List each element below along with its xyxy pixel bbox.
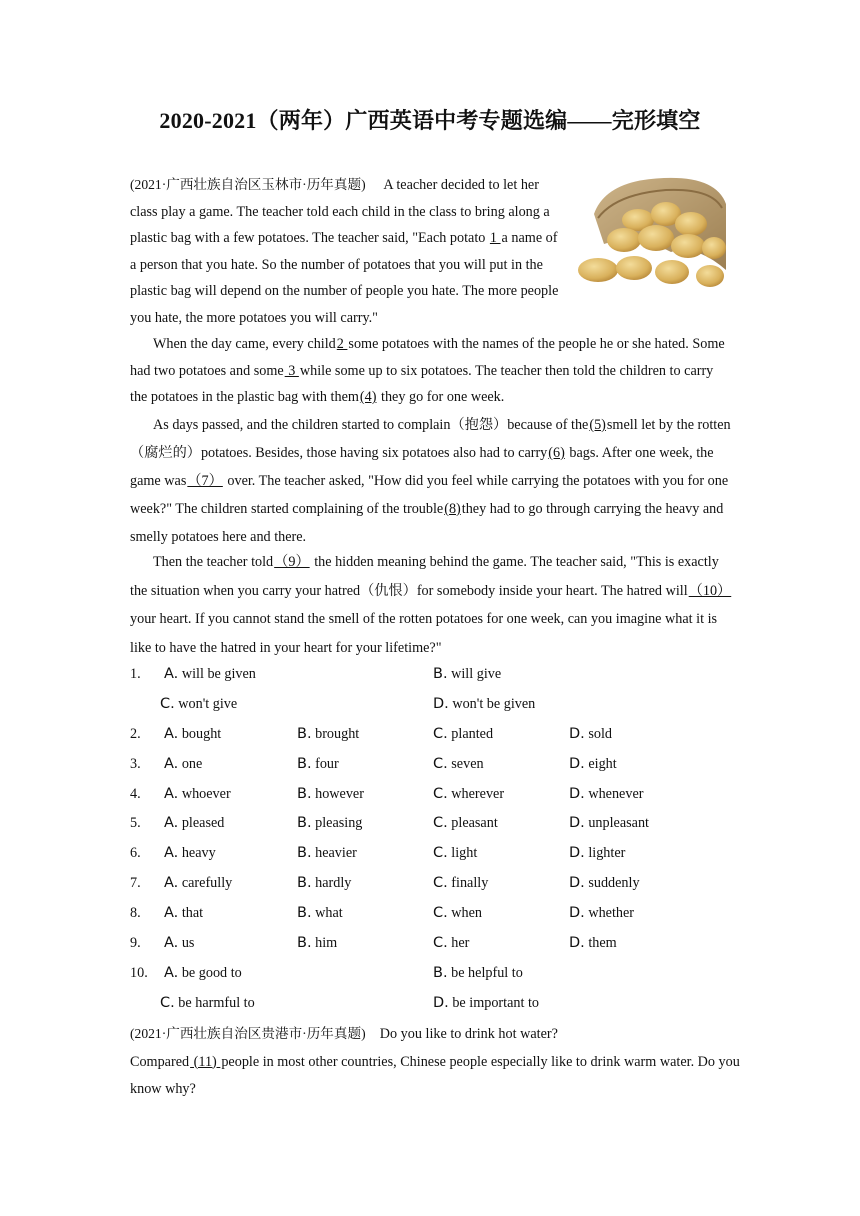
option-d[interactable] <box>569 726 612 743</box>
option-text: be harmful to <box>178 994 255 1011</box>
option-d[interactable] <box>569 845 625 862</box>
option-c[interactable] <box>433 845 477 862</box>
option-text: be helpful to <box>451 964 523 981</box>
option-letter: B. <box>297 905 312 922</box>
passage1-paragraph3 <box>130 411 733 551</box>
option-text: pleased <box>181 815 225 832</box>
blank-3[interactable]: 3 <box>284 362 299 379</box>
option-c[interactable] <box>433 726 493 743</box>
option-text: carefully <box>181 875 233 892</box>
option-text: when <box>451 905 483 922</box>
paragraph-text: people in most other countries, Chinese people especially like to drink warm water. Do you know why? <box>130 1053 740 1097</box>
passage1-paragraph2 <box>130 331 733 411</box>
option-text: four <box>315 755 339 772</box>
question-row <box>130 961 770 1021</box>
option-letter: D. <box>569 725 585 742</box>
question-number: 8. <box>130 905 141 922</box>
option-letter: C. <box>433 725 448 742</box>
paragraph-text: As days passed, and the children started to complain（抱怨）because of the <box>153 417 589 433</box>
option-a[interactable] <box>164 726 221 743</box>
option-c[interactable] <box>160 696 237 713</box>
option-a[interactable] <box>164 815 224 832</box>
question-row <box>130 662 770 722</box>
option-letter: A. <box>164 755 179 772</box>
option-text: bought <box>181 725 222 742</box>
question-number: 6. <box>130 845 141 862</box>
option-d[interactable] <box>569 935 617 952</box>
option-letter: B. <box>297 815 312 832</box>
option-text: suddenly <box>588 875 640 892</box>
option-b[interactable] <box>433 666 501 683</box>
paragraph-text: your heart. If you cannot stand the smell of the rotten potatoes for one week, can you imagine what it is like to have the hatred in your heart for your lifetime?" <box>130 611 718 656</box>
question-row <box>130 811 770 841</box>
option-b[interactable] <box>297 905 343 922</box>
option-letter: D. <box>569 875 585 892</box>
option-letter: A. <box>164 815 179 832</box>
option-letter: C. <box>433 905 448 922</box>
option-a[interactable] <box>164 845 216 862</box>
option-letter: D. <box>433 695 449 712</box>
question-number: 3. <box>130 755 141 772</box>
blank-1[interactable]: 1 <box>489 230 501 246</box>
blank-9[interactable]: （9） <box>274 554 310 570</box>
question-row <box>130 782 770 812</box>
option-a[interactable] <box>164 786 231 803</box>
paragraph-text: they go for one week. <box>381 389 505 405</box>
option-c[interactable] <box>433 786 504 803</box>
option-text: heavy <box>181 845 216 862</box>
source-label: (2021·广西壮族自治区贵港市·历年真题) <box>130 1026 366 1041</box>
paragraph-text: Compared <box>130 1053 190 1070</box>
option-text: pleasing <box>315 815 363 832</box>
option-text: unpleasant <box>588 815 649 832</box>
question-row <box>130 841 770 871</box>
paragraph-text: over. The teacher asked, "How did you feel while carrying the potatoes with you for one week?" The children started complaining of the trouble <box>130 473 729 517</box>
option-letter: B. <box>297 785 312 802</box>
paragraph-text: smell let by the rotten（腐烂的）potatoes. Besides, those having six potatoes also had to carry <box>130 417 731 461</box>
option-c[interactable] <box>433 905 482 922</box>
option-letter: C. <box>160 994 175 1011</box>
paragraph-text: some potatoes with the names of the people he or she hated. Some had two potatoes and some <box>130 336 725 379</box>
option-text: pleasant <box>451 815 498 832</box>
option-d[interactable] <box>569 905 634 922</box>
paragraph-text: Then the teacher told <box>153 554 274 570</box>
option-text: eight <box>588 755 617 772</box>
option-text: planted <box>451 725 494 742</box>
passage1-paragraph4 <box>130 548 733 662</box>
blank-11[interactable]: (11) <box>190 1053 221 1070</box>
option-letter: C. <box>433 785 448 802</box>
option-letter: A. <box>164 725 179 742</box>
option-a[interactable] <box>164 666 256 683</box>
option-b[interactable] <box>433 965 523 982</box>
option-b[interactable] <box>297 756 339 773</box>
blank-5[interactable]: (5) <box>589 417 606 433</box>
option-letter: C. <box>433 935 448 952</box>
option-letter: D. <box>569 845 585 862</box>
question-number: 1. <box>130 666 141 682</box>
option-letter: D. <box>433 994 449 1011</box>
option-text: him <box>315 935 338 952</box>
option-c[interactable] <box>433 935 469 952</box>
option-letter: A. <box>164 666 179 682</box>
question-row <box>130 752 770 782</box>
option-b[interactable] <box>297 875 351 892</box>
paragraph-text: the hidden meaning behind the game. The teacher said, "This is exactly the situation when you carry your hatred（仇恨）for somebody inside your heart. The hatred will <box>130 554 719 599</box>
question-row <box>130 871 770 901</box>
question-number: 9. <box>130 935 141 952</box>
option-text: us <box>181 935 195 952</box>
blank-6[interactable]: (6) <box>548 445 565 461</box>
option-text: be good to <box>181 964 242 981</box>
option-b[interactable] <box>297 845 357 862</box>
option-letter: A. <box>164 905 179 922</box>
blank-10[interactable]: （10） <box>688 582 732 599</box>
option-letter: A. <box>164 785 179 802</box>
option-letter: C. <box>433 875 448 892</box>
blank-8[interactable]: (8) <box>444 501 461 517</box>
option-text: hardly <box>315 875 352 892</box>
passage2-intro: Do you like to drink hot water? <box>379 1026 558 1042</box>
question-number: 2. <box>130 725 141 742</box>
option-text: won't give <box>178 695 238 712</box>
question-row <box>130 901 770 931</box>
option-text: won't be given <box>452 695 536 712</box>
option-letter: B. <box>297 845 312 862</box>
option-a[interactable] <box>164 756 202 773</box>
option-letter: D. <box>569 755 585 772</box>
option-c[interactable] <box>433 875 488 892</box>
option-d[interactable] <box>569 875 640 892</box>
option-text: light <box>451 845 478 862</box>
paragraph-text: bags. After one week, the game was <box>130 445 714 489</box>
question-row <box>130 722 770 752</box>
potato-sack-image <box>576 174 728 296</box>
option-text: what <box>315 905 343 922</box>
paragraph-text: while some up to six potatoes. The teacher then told the children to carry the potatoes in the plastic bag with them <box>130 362 714 405</box>
option-letter: B. <box>433 964 448 981</box>
option-letter: D. <box>569 935 585 952</box>
option-b[interactable] <box>297 815 362 832</box>
paragraph-text: A teacher decided to let her class play a game. The teacher told each child in the class to bring along a plastic bag with a few potatoes. The teacher said, "Each potato <box>130 177 550 246</box>
option-text: one <box>181 755 203 772</box>
option-b[interactable] <box>297 935 337 952</box>
option-letter: C. <box>160 695 175 712</box>
option-text: her <box>451 935 470 952</box>
option-c[interactable] <box>160 995 255 1012</box>
option-letter: C. <box>433 845 448 862</box>
option-text: sold <box>588 725 612 742</box>
question-row <box>130 931 770 961</box>
option-b[interactable] <box>297 786 364 803</box>
source-label: (2021·广西壮族自治区玉林市·历年真题) <box>130 177 366 192</box>
option-text: them <box>588 935 617 952</box>
blank-7[interactable]: （7） <box>187 473 223 489</box>
question-number: 5. <box>130 815 141 832</box>
option-d[interactable] <box>433 696 535 713</box>
option-d[interactable] <box>569 756 617 773</box>
passage1-paragraph1 <box>130 172 566 331</box>
option-letter: D. <box>569 785 585 802</box>
option-letter: D. <box>569 815 585 832</box>
paragraph-text: a name of a person that you hate. So the number of potatoes that you will put in the plastic bag will depend on the number of people you hate. The more people you hate, the more potatoes you will carry." <box>130 230 559 326</box>
option-text: be important to <box>452 994 540 1011</box>
option-text: wherever <box>451 785 505 802</box>
option-letter: B. <box>297 755 312 772</box>
question-options <box>130 662 770 1021</box>
potato-illustration <box>576 174 728 296</box>
option-text: whether <box>588 905 635 922</box>
option-text: seven <box>451 755 484 772</box>
option-letter: B. <box>297 935 312 952</box>
page-title: 2020-2021（两年）广西英语中考专题选编——完形填空 <box>159 108 701 133</box>
option-text: whoever <box>181 785 231 802</box>
question-number: 4. <box>130 785 141 802</box>
option-letter: A. <box>164 964 179 981</box>
question-number: 7. <box>130 875 141 892</box>
option-letter: C. <box>433 815 448 832</box>
option-text: however <box>315 785 364 802</box>
blank-4[interactable]: (4) <box>359 389 377 405</box>
option-c[interactable] <box>433 815 498 832</box>
option-b[interactable] <box>297 726 359 743</box>
option-text: that <box>181 905 204 922</box>
option-text: will give <box>451 666 502 682</box>
option-a[interactable] <box>164 935 194 952</box>
passage2 <box>130 1020 740 1104</box>
option-letter: A. <box>164 935 179 952</box>
option-letter: B. <box>297 725 312 742</box>
option-d[interactable] <box>433 995 539 1012</box>
option-text: lighter <box>588 845 626 862</box>
option-letter: A. <box>164 875 179 892</box>
blank-2[interactable]: 2 <box>336 336 348 352</box>
question-number: 10. <box>130 964 148 981</box>
option-text: whenever <box>588 785 644 802</box>
option-letter: B. <box>297 875 312 892</box>
option-d[interactable] <box>569 815 649 832</box>
option-text: heavier <box>315 845 357 862</box>
option-c[interactable] <box>433 756 484 773</box>
option-letter: C. <box>433 755 448 772</box>
option-d[interactable] <box>569 786 643 803</box>
option-text: brought <box>315 725 360 742</box>
option-letter: D. <box>569 905 585 922</box>
option-text: will be given <box>181 666 256 682</box>
paragraph-text: they had to go through carrying the heavy and smelly potatoes here and there. <box>130 501 724 545</box>
paragraph-text: When the day came, every child <box>153 336 336 352</box>
option-a[interactable] <box>164 875 232 892</box>
option-letter: A. <box>164 845 179 862</box>
option-a[interactable] <box>164 965 242 982</box>
option-letter: B. <box>433 666 448 682</box>
option-text: finally <box>451 875 489 892</box>
option-a[interactable] <box>164 905 203 922</box>
